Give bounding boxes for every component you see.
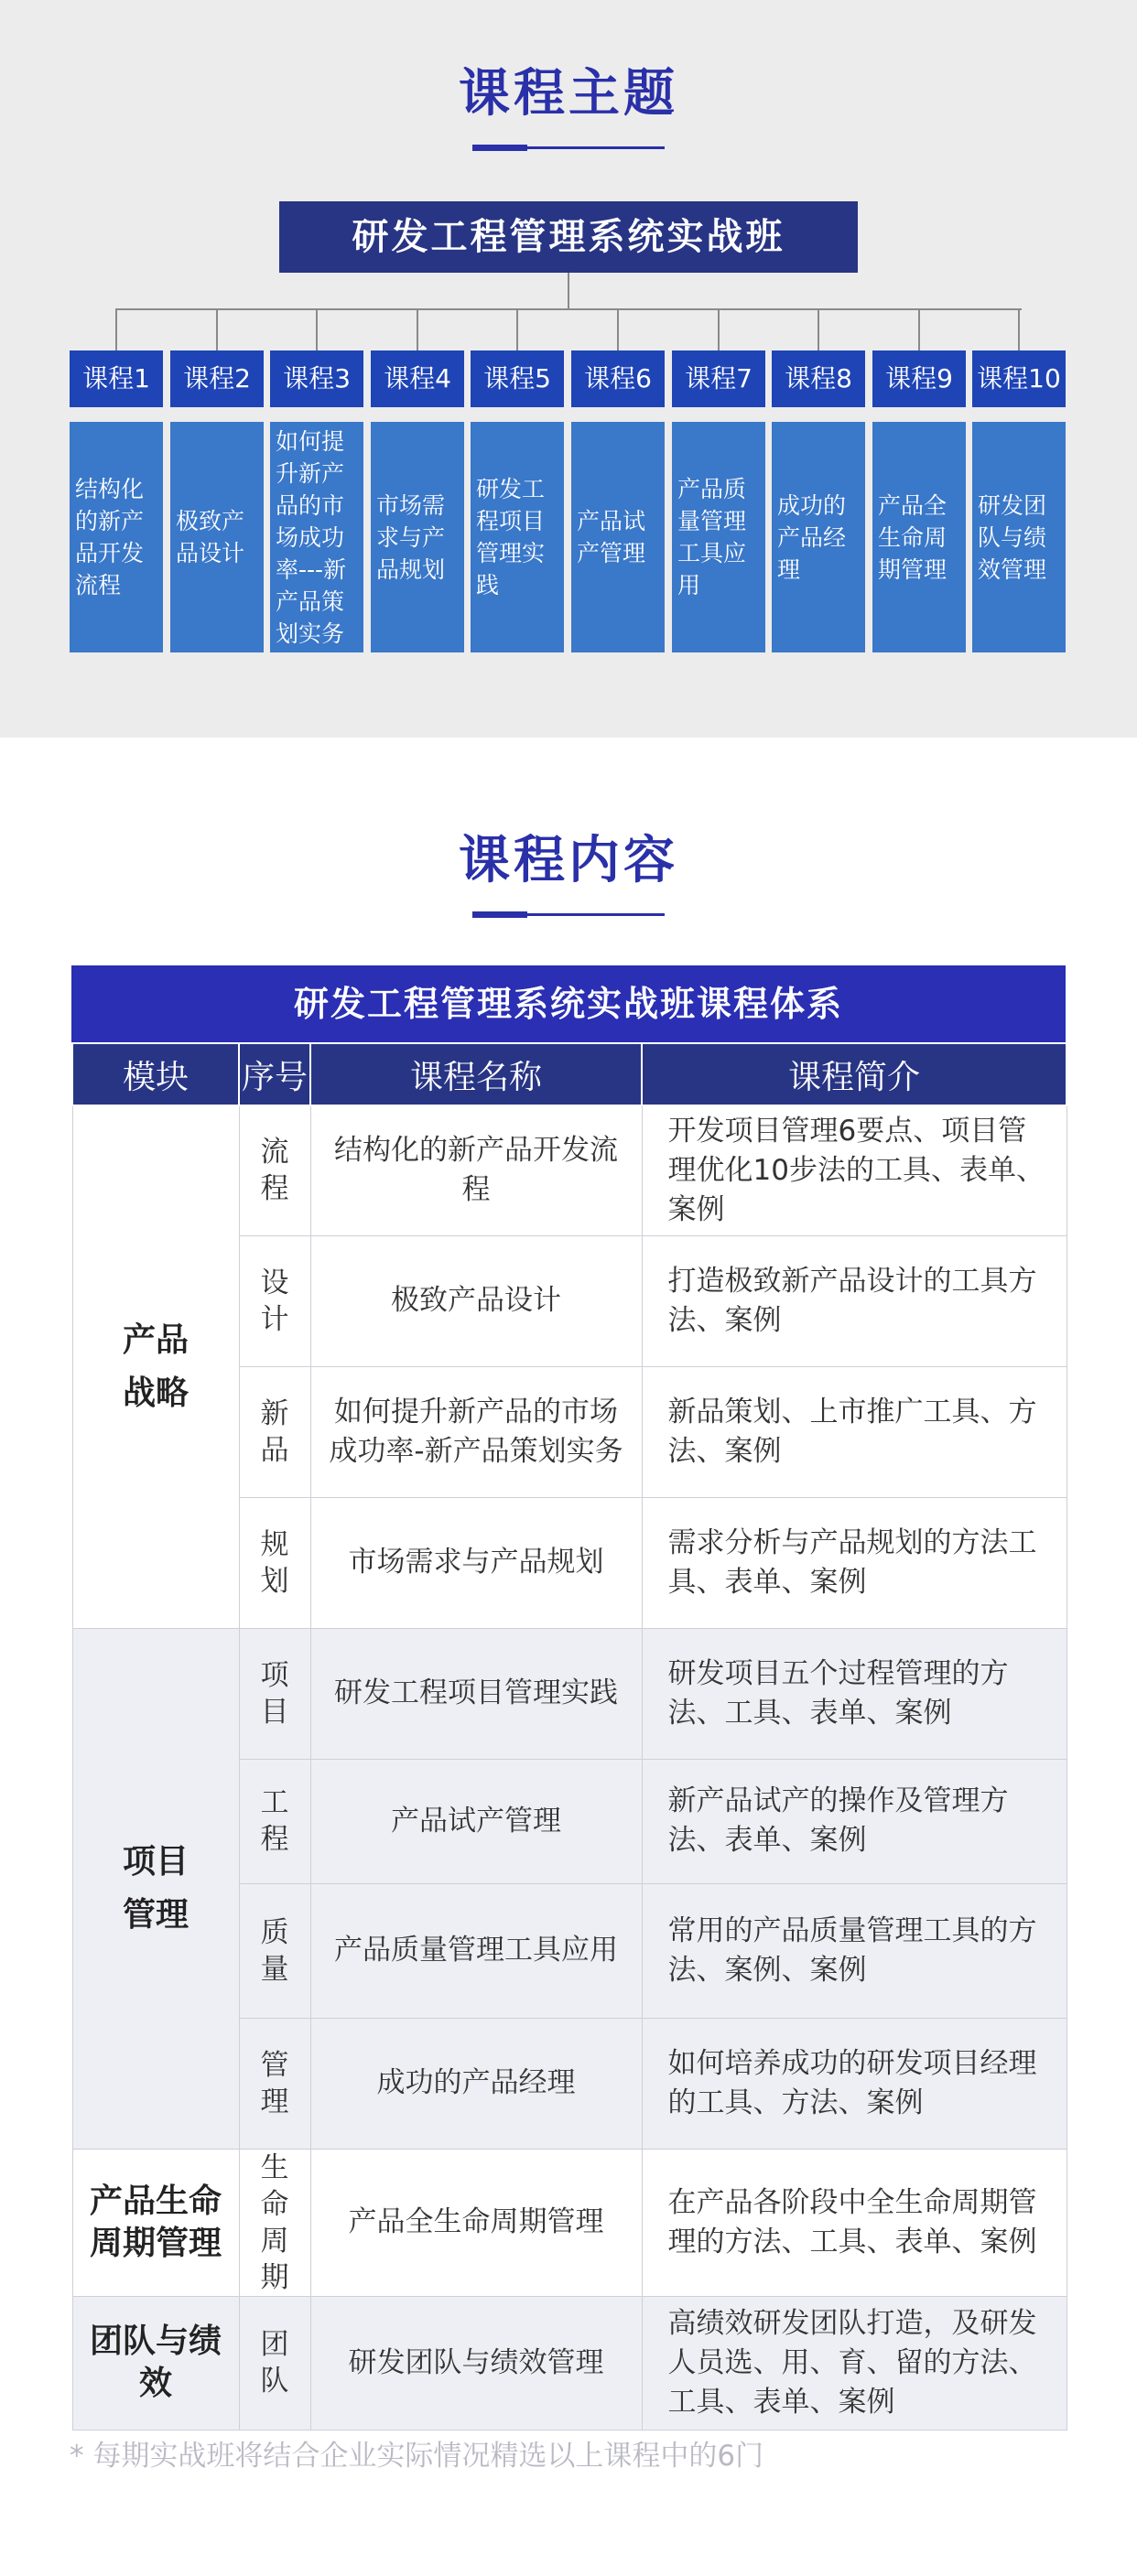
table-row bbox=[72, 1105, 1067, 1235]
course-name-cell bbox=[310, 1105, 642, 1235]
module-cell bbox=[72, 2149, 239, 2296]
table-row bbox=[72, 2296, 1067, 2430]
course-theme-section bbox=[0, 0, 1137, 738]
seq-cell bbox=[239, 1497, 310, 1628]
curriculum-grid bbox=[71, 1042, 1067, 2430]
footnote: * 每期实战班将结合企业实际情况精选以上课程中的6门 bbox=[70, 2440, 764, 2473]
course-desc-3 bbox=[270, 422, 363, 652]
title-underline bbox=[472, 146, 665, 149]
course-name-cell bbox=[310, 2296, 642, 2430]
course-name-cell-text: 结构化的新产品开发流程 bbox=[334, 1134, 618, 1207]
course-header-9: 课程9 bbox=[872, 350, 966, 407]
course-desc-text: 产品试产管理 bbox=[577, 508, 646, 566]
tree-drop-line bbox=[316, 308, 318, 350]
seq-cell bbox=[239, 1235, 310, 1366]
tree-drop-line bbox=[918, 308, 920, 350]
course-desc-7 bbox=[672, 422, 765, 652]
seq-cell-text: 流程 bbox=[260, 1136, 289, 1206]
course-name-cell bbox=[310, 1883, 642, 2018]
tree-drop-line bbox=[718, 308, 720, 350]
course-desc-4 bbox=[371, 422, 464, 652]
seq-cell bbox=[239, 2296, 310, 2430]
course-desc-text: 产品质量管理工具应用 bbox=[677, 476, 747, 598]
course-intro-cell-text: 新产品试产的操作及管理方法、表单、案例 bbox=[667, 1784, 1009, 1857]
course-header-1: 课程1 bbox=[70, 350, 163, 407]
module-label: 产品战略 bbox=[122, 1320, 189, 1412]
course-desc-text: 产品全生命周期管理 bbox=[878, 491, 948, 583]
course-name-cell-text: 产品全生命周期管理 bbox=[348, 2205, 604, 2238]
course-intro-cell-text: 新品策划、上市推广工具、方法、案例 bbox=[667, 1395, 1037, 1468]
course-desc-text: 极致产品设计 bbox=[176, 508, 245, 566]
tree-drop-line bbox=[617, 308, 619, 350]
seq-cell-text: 质量 bbox=[260, 1915, 289, 1986]
course-desc-1 bbox=[70, 422, 163, 652]
course-desc-9 bbox=[872, 422, 966, 652]
course-intro-cell-text: 需求分析与产品规划的方法工具、表单、案例 bbox=[667, 1525, 1037, 1599]
course-desc-5 bbox=[471, 422, 564, 652]
course-desc-6 bbox=[571, 422, 665, 652]
course-header-7: 课程7 bbox=[672, 350, 765, 407]
course-header-2: 课程2 bbox=[170, 350, 264, 407]
module-cell bbox=[72, 1105, 239, 1628]
curriculum-table bbox=[71, 965, 1066, 2430]
seq-cell bbox=[239, 2149, 310, 2296]
course-name-cell-text: 极致产品设计 bbox=[391, 1284, 561, 1317]
tree-drop-line bbox=[417, 308, 418, 350]
course-header-8: 课程8 bbox=[772, 350, 865, 407]
course-name-cell-text: 产品试产管理 bbox=[391, 1804, 561, 1838]
course-name-cell bbox=[310, 2149, 642, 2296]
table-row bbox=[72, 1628, 1067, 1759]
course-desc-text: 研发团队与绩效管理 bbox=[978, 491, 1047, 583]
tree-branch-bar bbox=[116, 308, 1022, 310]
table-header-row bbox=[72, 1043, 1067, 1105]
course-name-cell bbox=[310, 1366, 642, 1497]
course-name-cell-text: 研发团队与绩效管理 bbox=[348, 2345, 604, 2379]
course-intro-cell bbox=[642, 1105, 1067, 1235]
header-course-name: 课程名称 bbox=[310, 1043, 642, 1105]
module-cell bbox=[72, 2296, 239, 2430]
course-intro-cell-text: 常用的产品质量管理工具的方法、案例、案例 bbox=[667, 1913, 1037, 1987]
course-intro-cell bbox=[642, 2296, 1067, 2430]
seq-cell bbox=[239, 1628, 310, 1759]
seq-cell bbox=[239, 1366, 310, 1497]
course-name-cell-text: 市场需求与产品规划 bbox=[348, 1546, 604, 1579]
course-desc-text: 市场需求与产品规划 bbox=[376, 491, 446, 583]
module-cell bbox=[72, 1628, 239, 2149]
seq-cell-text: 新品 bbox=[260, 1396, 289, 1467]
course-desc-10 bbox=[972, 422, 1066, 652]
course-intro-cell-text: 打造极致新产品设计的工具方法、案例 bbox=[667, 1264, 1037, 1337]
seq-cell bbox=[239, 2018, 310, 2149]
course-intro-cell bbox=[642, 2149, 1067, 2296]
seq-cell-text: 团队 bbox=[260, 2328, 289, 2398]
course-intro-cell-text: 如何培养成功的研发项目经理的工具、方法、案例 bbox=[667, 2046, 1037, 2119]
module-label: 团队与绩效 bbox=[89, 2323, 222, 2402]
program-root-box: 研发工程管理系统实战班 bbox=[279, 201, 858, 273]
header-seq: 序号 bbox=[239, 1043, 310, 1105]
course-header-3: 课程3 bbox=[270, 350, 363, 407]
seq-cell-text: 设计 bbox=[260, 1266, 289, 1336]
course-intro-cell bbox=[642, 1759, 1067, 1883]
tree-drop-line bbox=[516, 308, 518, 350]
course-name-cell-text: 如何提升新产品的市场成功率-新产品策划实务 bbox=[329, 1395, 623, 1468]
module-label: 产品生命周期管理 bbox=[89, 2182, 222, 2262]
tree-drop-line bbox=[216, 308, 218, 350]
course-intro-cell bbox=[642, 1366, 1067, 1497]
course-intro-cell-text: 研发项目五个过程管理的方法、工具、表单、案例 bbox=[667, 1656, 1009, 1730]
course-intro-cell bbox=[642, 1628, 1067, 1759]
course-desc-text: 成功的产品经理 bbox=[777, 491, 847, 583]
course-intro-cell bbox=[642, 2018, 1067, 2149]
course-name-cell bbox=[310, 1497, 642, 1628]
course-intro-cell-text: 在产品各阶段中全生命周期管理的方法、工具、表单、案例 bbox=[667, 2185, 1037, 2258]
seq-cell-text: 管理 bbox=[260, 2048, 289, 2118]
table-row bbox=[72, 2149, 1067, 2296]
tree-drop-line bbox=[818, 308, 819, 350]
course-desc-8 bbox=[772, 422, 865, 652]
seq-cell bbox=[239, 1759, 310, 1883]
course-name-cell bbox=[310, 1235, 642, 1366]
course-intro-cell-text: 高绩效研发团队打造，及研发人员选、用、育、留的方法、工具、表单、案例 bbox=[667, 2306, 1037, 2419]
tree-trunk bbox=[568, 273, 569, 309]
course-intro-cell bbox=[642, 1235, 1067, 1366]
module-label: 项目管理 bbox=[122, 1842, 189, 1934]
course-intro-cell bbox=[642, 1497, 1067, 1628]
header-course-intro: 课程简介 bbox=[642, 1043, 1067, 1105]
course-header-6: 课程6 bbox=[571, 350, 665, 407]
course-header-5: 课程5 bbox=[471, 350, 564, 407]
course-desc-2 bbox=[170, 422, 264, 652]
course-desc-text: 如何提升新产品的市场成功率---新产品策划实务 bbox=[276, 427, 347, 647]
course-name-cell-text: 成功的产品经理 bbox=[376, 2066, 576, 2099]
course-name-cell-text: 研发工程项目管理实践 bbox=[334, 1676, 618, 1709]
section-title-theme: 课程主题 bbox=[459, 64, 678, 124]
title-underline bbox=[472, 913, 665, 916]
seq-cell-text: 生命周期 bbox=[260, 2150, 289, 2294]
seq-cell bbox=[239, 1105, 310, 1235]
seq-cell-text: 项目 bbox=[260, 1658, 289, 1729]
course-intro-cell bbox=[642, 1883, 1067, 2018]
course-desc-text: 结构化的新产品开发流程 bbox=[75, 476, 145, 598]
course-name-cell bbox=[310, 1759, 642, 1883]
course-intro-cell-text: 开发项目管理6要点、项目管理优化10步法的工具、表单、案例 bbox=[667, 1114, 1045, 1226]
seq-cell-text: 工程 bbox=[260, 1786, 289, 1856]
tree-drop-line bbox=[1018, 308, 1020, 350]
seq-cell bbox=[239, 1883, 310, 2018]
section-title-content: 课程内容 bbox=[459, 831, 678, 890]
course-header-10: 课程10 bbox=[972, 350, 1066, 407]
tree-drop-line bbox=[115, 308, 117, 350]
course-name-cell-text: 产品质量管理工具应用 bbox=[334, 1934, 618, 1967]
course-header-4: 课程4 bbox=[371, 350, 464, 407]
header-module: 模块 bbox=[72, 1043, 239, 1105]
course-name-cell bbox=[310, 2018, 642, 2149]
course-name-cell bbox=[310, 1628, 642, 1759]
course-desc-text: 研发工程项目管理实践 bbox=[476, 476, 546, 598]
seq-cell-text: 规划 bbox=[260, 1527, 289, 1598]
table-title: 研发工程管理系统实战班课程体系 bbox=[71, 965, 1066, 1042]
